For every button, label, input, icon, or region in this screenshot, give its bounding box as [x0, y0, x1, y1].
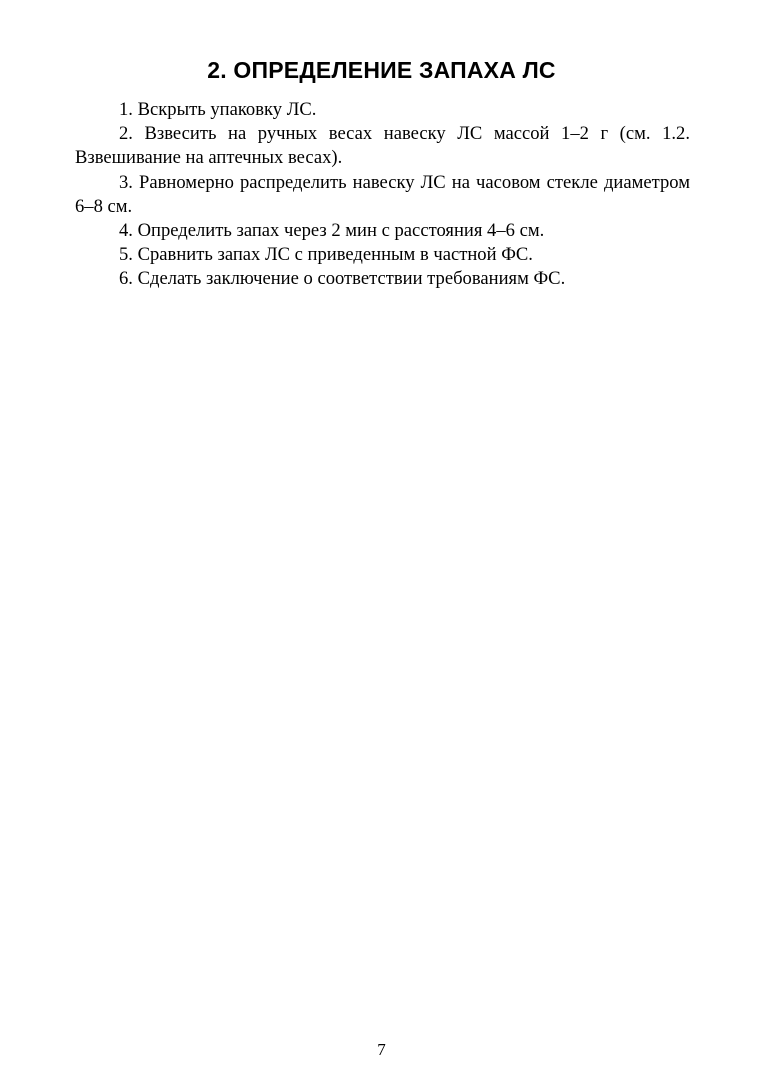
- procedure-steps-list: [75, 98, 690, 292]
- page-number: 7: [377, 1040, 386, 1059]
- section-title: 2. ОПРЕДЕЛЕНИЕ ЗАПАХА ЛС: [207, 57, 556, 83]
- procedure-step: 3. Равномерно распределить навеску ЛС на часовом стекле диаметром 6–8 см.: [75, 171, 690, 217]
- procedure-step: 6. Сделать заключение о соответствии требованиям ФС.: [119, 268, 566, 290]
- procedure-step: 1. Вскрыть упаковку ЛС.: [119, 99, 317, 120]
- procedure-step: 4. Определить запах через 2 мин с расстояния 4–6 см.: [119, 220, 545, 242]
- procedure-step: 5. Сравнить запах ЛС с приведенным в частной ФС.: [119, 244, 533, 266]
- procedure-step: 2. Взвесить на ручных весах навеску ЛС массой 1–2 г (см. 1.2. Взвешивание на аптечных весах).: [75, 123, 690, 169]
